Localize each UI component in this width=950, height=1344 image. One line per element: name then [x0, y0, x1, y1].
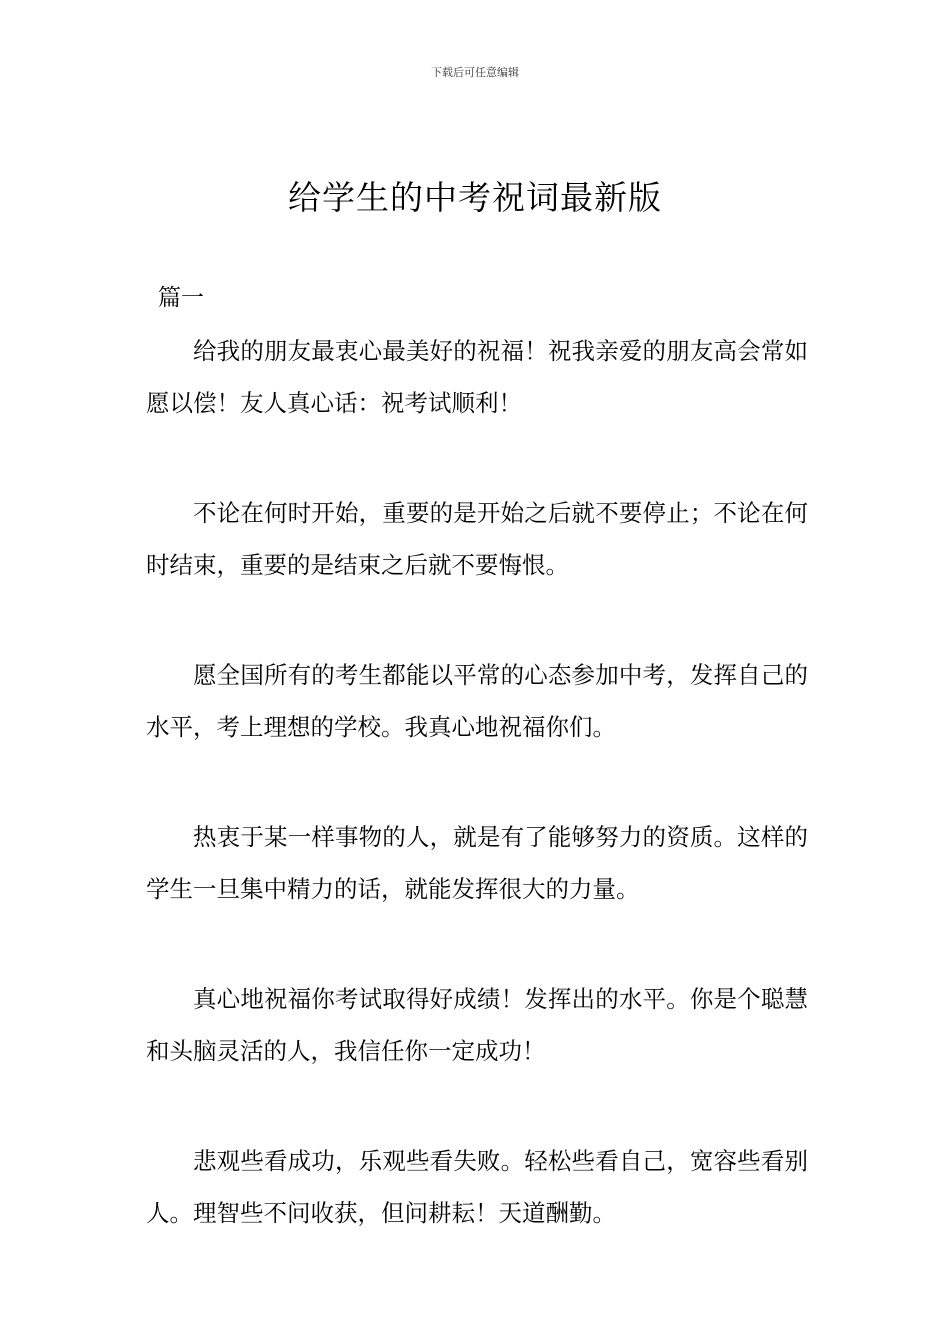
section-label: 篇一 — [158, 285, 204, 311]
paragraph: 悲观些看成功，乐观些看失败。轻松些看自己，宽容些看别人。理智些不问收获，但问耕耘！天道酬勤。 — [146, 1147, 808, 1227]
paragraph: 给我的朋友最衷心最美好的祝福！祝我亲爱的朋友高会常如愿以偿！友人真心话：祝考试顺利！ — [146, 337, 808, 417]
paragraph: 真心地祝福你考试取得好成绩！发挥出的水平。你是个聪慧和头脑灵活的人，我信任你一定成功！ — [146, 985, 808, 1065]
paragraph: 愿全国所有的考生都能以平常的心态参加中考，发挥自己的水平，考上理想的学校。我真心地祝福你们。 — [146, 661, 808, 741]
document-title: 给学生的中考祝词最新版 — [288, 178, 662, 217]
paragraph: 不论在何时开始，重要的是开始之后就不要停止；不论在何时结束，重要的是结束之后就不要悔恨。 — [146, 499, 808, 579]
paragraph: 热衷于某一样事物的人，就是有了能够努力的资质。这样的学生一旦集中精力的话，就能发挥很大的力量。 — [146, 823, 808, 903]
header-note: 下载后可任意编辑 — [431, 66, 519, 79]
document-body — [146, 325, 808, 1297]
